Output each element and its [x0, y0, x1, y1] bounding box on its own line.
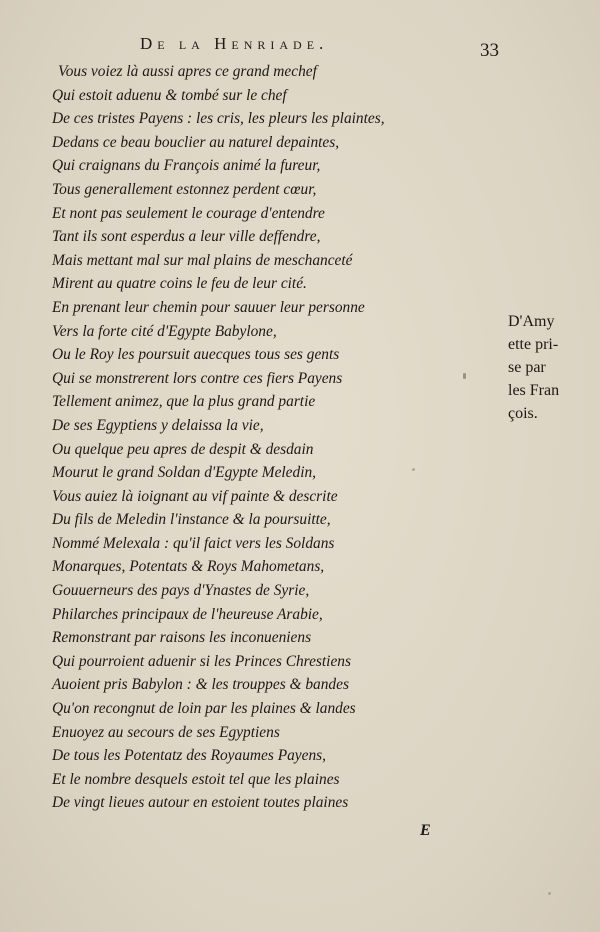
- signature-mark: E: [420, 822, 431, 839]
- verse-line: Du fils de Meledin l'instance & la poursuitte,: [52, 511, 331, 529]
- page-number: 33: [480, 40, 499, 61]
- verse-line: Mirent au quatre coins le feu de leur cité.: [52, 275, 307, 293]
- verse-line: Qui se monstrerent lors contre ces fiers Payens: [52, 369, 343, 387]
- verse-line: Enuoyez au secours de ses Egyptiens: [52, 723, 280, 741]
- margin-note-line: ette pri-: [508, 336, 559, 353]
- verse-line: Qui craignans du François animé la fureur,: [52, 157, 321, 175]
- verse-line: Qui estoit aduenu & tombé sur le chef: [52, 86, 287, 104]
- verse-line: Vous voiez là aussi apres ce grand mechef: [58, 63, 317, 80]
- verse-line: Et nont pas seulement le courage d'entendre: [52, 204, 325, 222]
- verse-line: En prenant leur chemin pour sauuer leur personne: [52, 298, 365, 316]
- verse-line: Nommé Melexala : qu'il faict vers les Soldans: [52, 534, 335, 552]
- verse-line: Philarches principaux de l'heureuse Arabie,: [52, 605, 323, 623]
- verse-line: Vous auiez là ioignant au vif painte & descrite: [52, 487, 338, 505]
- margin-note-line: les Fran: [508, 382, 560, 399]
- verse-line: Tous generallement estonnez perdent cœur,: [52, 180, 317, 198]
- verse-line: De tous les Potentatz des Royaumes Payens,: [52, 747, 326, 765]
- verse-line: Auoient pris Babylon : & les trouppes & bandes: [52, 676, 349, 694]
- verse-line: De vingt lieues autour en estoient toutes plaines: [52, 794, 349, 812]
- verse-line: Mais mettant mal sur mal plains de meschanceté: [52, 251, 353, 269]
- verse-line: Ou le Roy les poursuit auecques tous ses gents: [52, 346, 340, 364]
- verse-line: Mourut le grand Soldan d'Egypte Meledin,: [52, 464, 317, 482]
- ink-blot: [463, 373, 466, 379]
- verse-line: Tellement animez, que la plus grand partie: [52, 393, 316, 411]
- margin-note: [508, 310, 592, 425]
- margin-note-line: se par: [508, 359, 546, 376]
- verse-line: Vers la forte cité d'Egypte Babylone,: [52, 322, 277, 340]
- margin-note-line: D'Amy: [508, 313, 555, 330]
- verse-line: Gouuerneurs des pays d'Ynastes de Syrie,: [52, 582, 310, 600]
- verse-line: Et le nombre desquels estoit tel que les plaines: [52, 770, 340, 788]
- paper-speck: [412, 468, 415, 471]
- verse-line: Remonstrant par raisons les inconueniens: [52, 629, 312, 647]
- verse-line: Tant ils sont esperdus a leur ville deffendre,: [52, 228, 321, 246]
- verse-line: De ses Egyptiens y delaissa la vie,: [52, 416, 264, 434]
- verse-line: Dedans ce beau bouclier au naturel depaintes,: [52, 133, 340, 151]
- running-title: De la Henriade.: [140, 34, 329, 53]
- verse-line: Ou quelque peu apres de despit & desdain: [52, 440, 314, 458]
- paper-speck: [548, 892, 551, 895]
- verse-line: Qui pourroient aduenir si les Princes Chrestiens: [52, 652, 351, 670]
- verse-block: [52, 60, 452, 815]
- margin-note-line: çois.: [508, 405, 538, 422]
- verse-line: De ces tristes Payens : les cris, les pleurs les plaintes,: [52, 110, 385, 128]
- verse-line: Monarques, Potentats & Roys Mahometans,: [52, 558, 325, 576]
- verse-line: Qu'on recongnut de loin par les plaines & landes: [52, 700, 356, 718]
